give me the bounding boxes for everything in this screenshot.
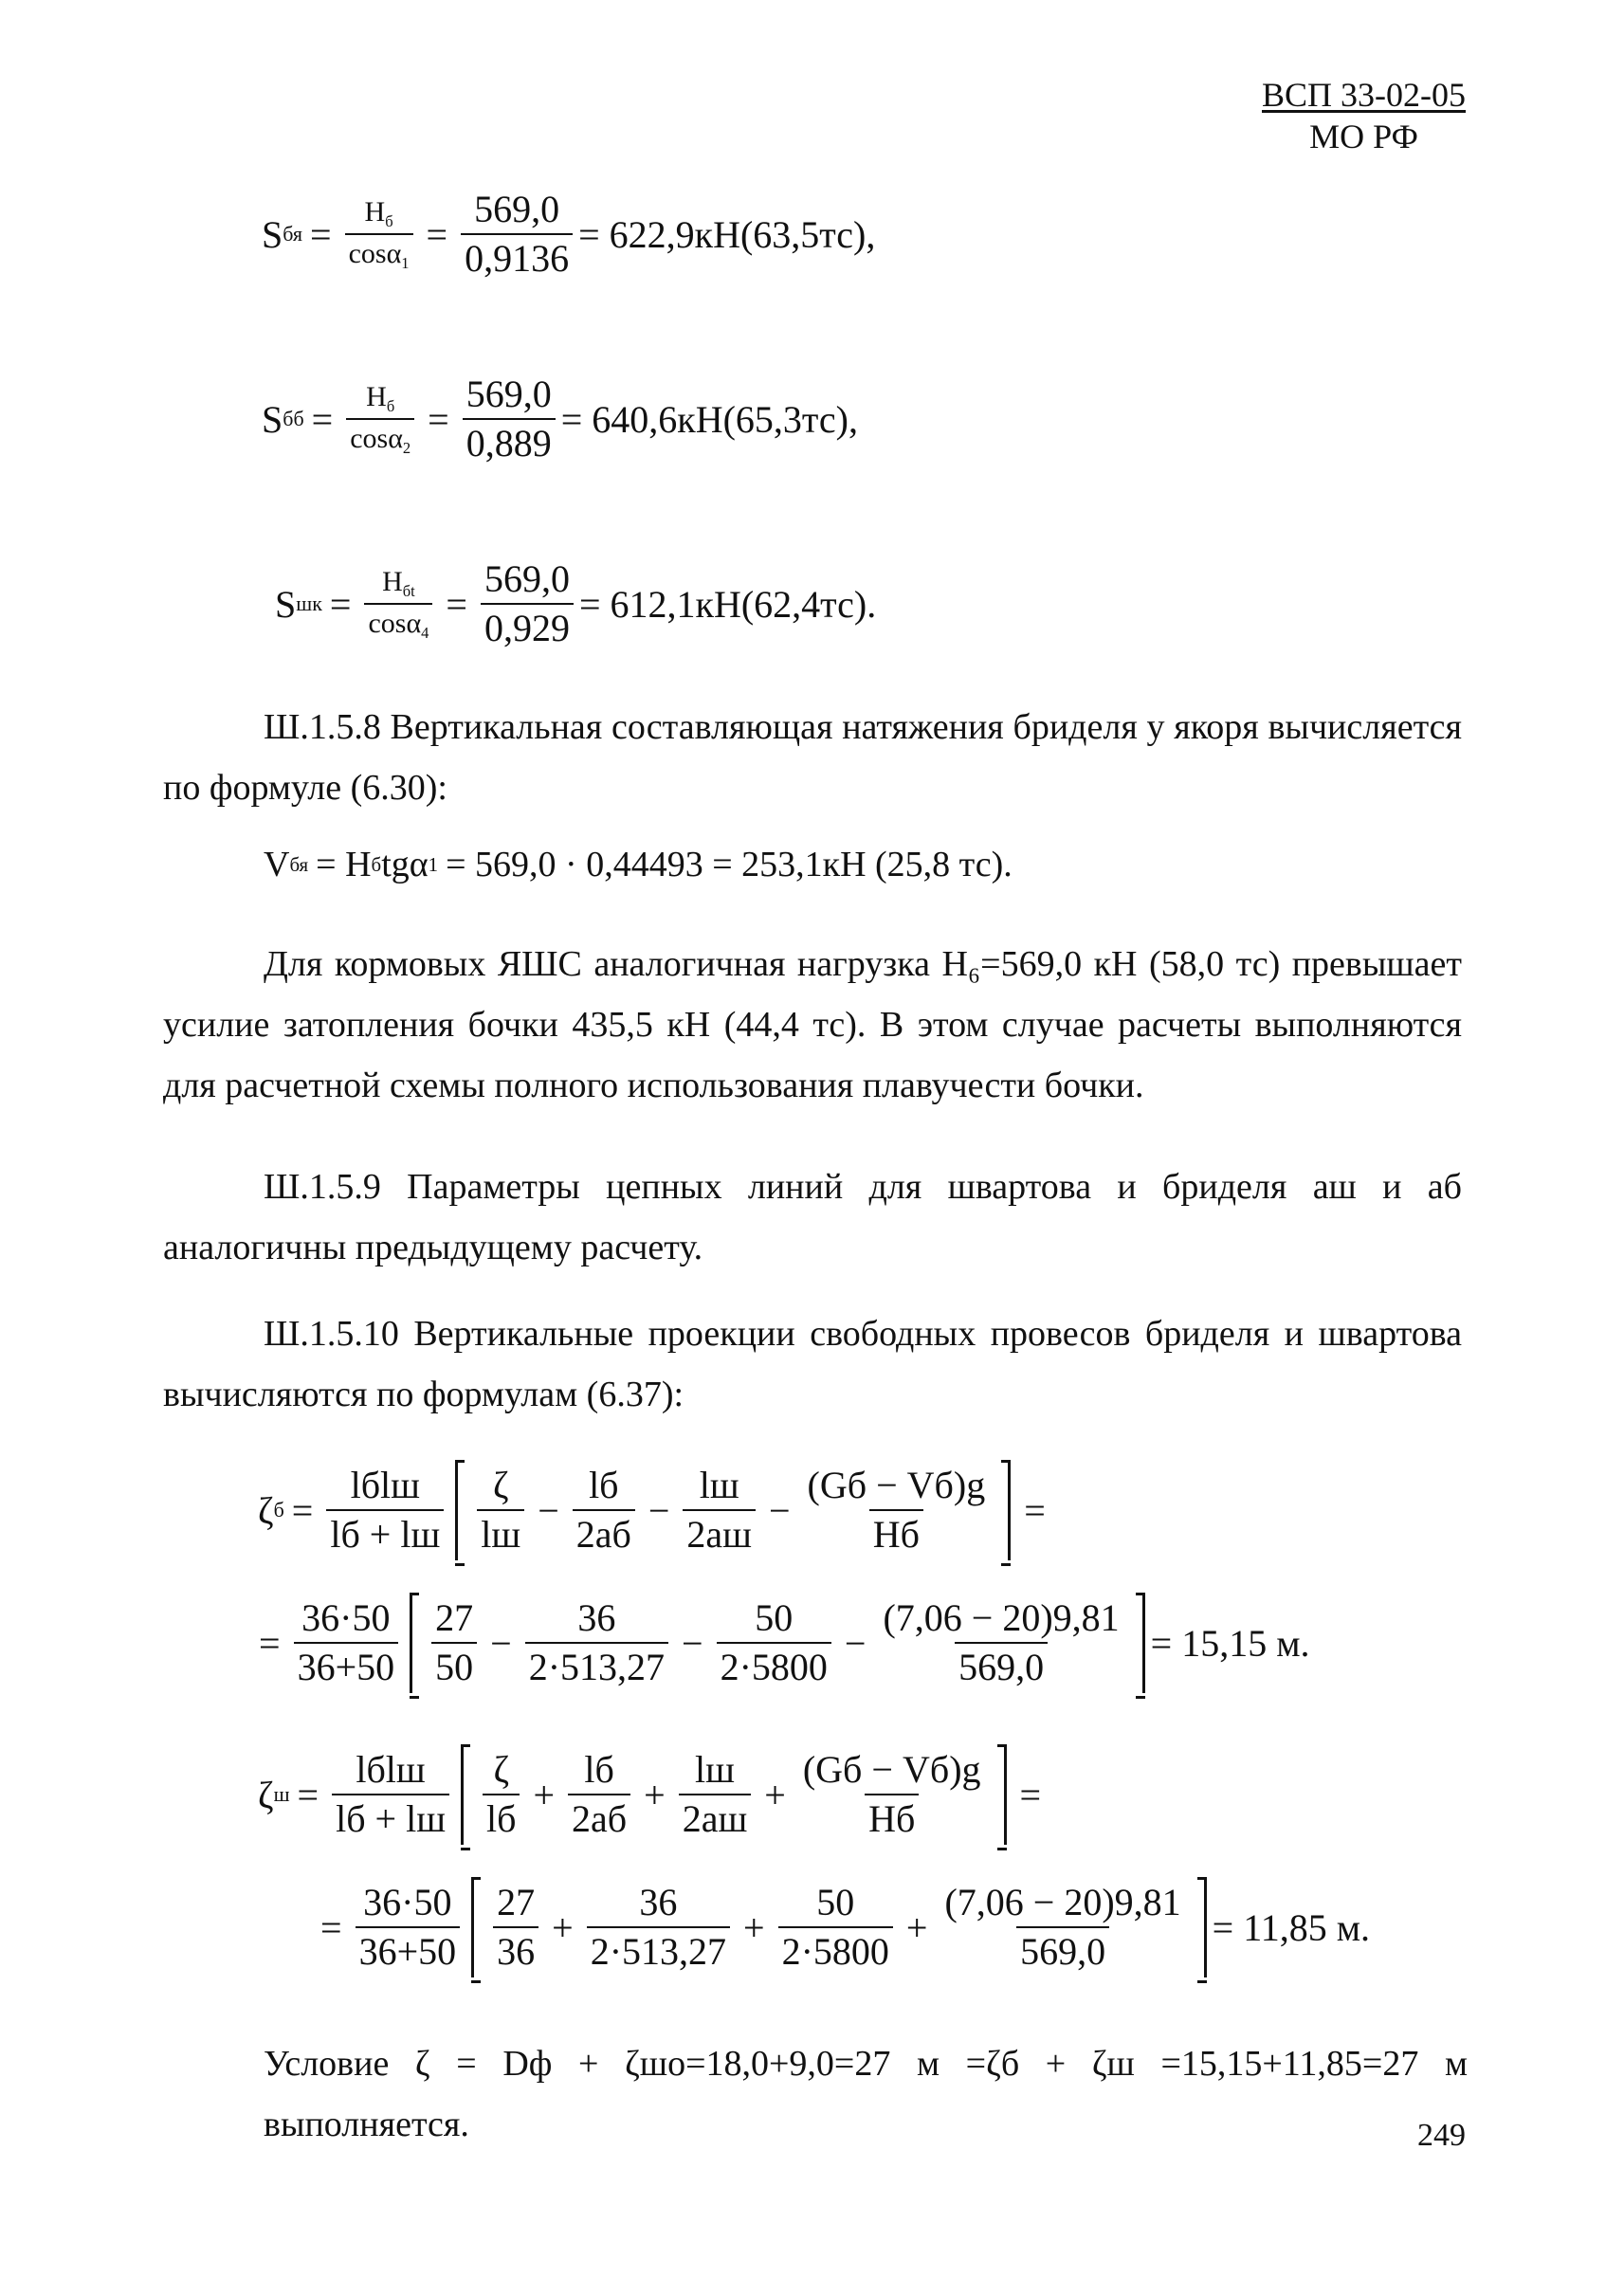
numerator: 27 (435, 1596, 474, 1639)
numerator: (7,06 − 20)9,81 (944, 1881, 1181, 1923)
header-org: МО РФ (1309, 118, 1418, 155)
lhs-subscript: бя (289, 852, 309, 876)
calculation: = 569,0 · 0,44493 = 253,1кН (25,8 тс). (446, 845, 1013, 884)
fraction (481, 559, 574, 648)
lhs-symbol: ζ (258, 1488, 274, 1532)
lhs-subscript: б (273, 1498, 284, 1522)
numerator: 36·50 (363, 1881, 452, 1923)
lhs-symbol: ζ (258, 1773, 274, 1816)
numerator: 569,0 (484, 557, 570, 600)
denominator-sub: 1 (401, 253, 410, 272)
formula-v-bya (264, 844, 1013, 885)
fraction (568, 1750, 630, 1839)
denominator: 36 (493, 1926, 538, 1972)
fraction (573, 1466, 635, 1555)
denominator-sub: 2 (402, 438, 411, 457)
numerator: 50 (755, 1596, 794, 1639)
lhs-subscript: шк (296, 592, 322, 615)
fraction (461, 190, 573, 279)
denominator: 2·5800 (778, 1926, 893, 1972)
fraction (804, 1466, 990, 1555)
denominator: lш (477, 1509, 524, 1555)
result: = 15,15 м. (1150, 1621, 1310, 1665)
fraction (483, 1750, 520, 1839)
denominator: 569,0 (1016, 1926, 1109, 1972)
header-code: ВСП 33-02-05 (1262, 76, 1466, 114)
numerator: lбlш (350, 1464, 420, 1506)
paragraph-1-5-10: Ш.1.5.10 Вертикальные проекции свободных провесов бриделя и швартова вычисляются по формулам (6.37): (163, 1314, 1462, 1414)
lhs-subscript: бб (283, 407, 304, 430)
lhs-subscript: бя (283, 222, 303, 246)
denominator: 569,0 (955, 1642, 1048, 1687)
numerator: 569,0 (474, 188, 560, 230)
numerator: (7,06 − 20)9,81 (883, 1596, 1120, 1639)
formula-s-shk: S шк = $\frac{H_{бt}}{\cos\alpha_4}$ = $\frac{569,0}{0,929}$ = 612,1кН(62,4тс). (275, 557, 877, 649)
numerator-sub: б (386, 396, 395, 415)
numerator: lб (584, 1748, 614, 1791)
fraction (799, 1750, 985, 1839)
numerator-sub: бt (402, 581, 415, 600)
numerator: 36 (577, 1596, 616, 1639)
denominator: 0,9136 (461, 233, 573, 279)
numerator: ζ (492, 1464, 509, 1506)
denominator: 2·513,27 (587, 1926, 730, 1972)
fraction (717, 1598, 831, 1687)
result: = 612,1кН(62,4тс). (578, 582, 877, 626)
result: = 622,9кН(63,5тс), (578, 212, 876, 256)
numerator: H (364, 195, 386, 228)
result: = 11,85 м. (1212, 1905, 1371, 1949)
fraction (940, 1883, 1184, 1972)
denominator: 2aб (568, 1794, 630, 1839)
numerator: lбlш (356, 1748, 426, 1791)
fraction (345, 197, 413, 271)
numerator: (Gб − Vб)g (802, 1748, 981, 1791)
fraction (463, 374, 556, 464)
document-header (1262, 74, 1466, 157)
lhs-subscript: ш (273, 1782, 290, 1806)
lhs-symbol: S (262, 212, 283, 256)
denominator: lб (483, 1794, 520, 1839)
denominator: 50 (431, 1642, 477, 1687)
denominator: 0,889 (463, 418, 556, 464)
rhs-symbol: = H (316, 845, 372, 884)
bracket-group: $\frac{27}{36}$ + $\frac{36}{2\cdot 513,27}$ + $\frac{50}{2\cdot 5800}$ + $\frac{(7,06 - 20)9,81}{569,0}$ (471, 1877, 1207, 1977)
fraction (778, 1883, 893, 1972)
formula-zeta-sh-general: ζ ш = $\frac{\text{lбlш}}{lб + lш}$ $\frac{\zeta}{lб}$ + $\frac{lб}{2aб}$ + $\frac{lш}{2aш}$ + $\frac{(Gб - Vб)g}{Hб}$ = (258, 1744, 1049, 1845)
bracket-group: $\frac{\zeta}{lб}$ + $\frac{lб}{2aб}$ + $\frac{lш}{2aш}$ + $\frac{(Gб - Vб)g}{Hб}$ (461, 1744, 1007, 1845)
numerator-sub: б (385, 211, 393, 230)
numerator: ζ (493, 1748, 510, 1791)
bracket-group: $\frac{27}{50}$ − $\frac{36}{2\cdot 513,27}$ − $\frac{50}{2\cdot 5800}$ − $\frac{(7,06 - 20)9,81}{569,0}$ (410, 1593, 1145, 1693)
tangent-subscript: 1 (428, 852, 439, 876)
numerator: 36 (639, 1881, 678, 1923)
fraction (587, 1883, 730, 1972)
denominator: 0,929 (481, 603, 574, 648)
denominator: 2aб (573, 1509, 635, 1555)
denominator: 2aш (679, 1794, 752, 1839)
lhs-symbol: S (262, 397, 283, 441)
paragraph-stern-anchors: Для кормовых ЯШС аналогичная нагрузка H₆=569,0 кН (58,0 тс) превышает усилие затопления бочки 435,5 кН (44,4 тс). В этом случае расчеты выполняются для расчетной схемы полного использования плавучести бочки. (163, 944, 1462, 1105)
paragraph-1-5-8: Ш.1.5.8 Вертикальная составляющая натяжения бриделя у якоря вычисляется по формуле (6.30): (163, 707, 1462, 808)
fraction (683, 1466, 756, 1555)
denominator: cosα (350, 423, 403, 454)
denominator: Hб (869, 1509, 923, 1555)
fraction (294, 1598, 399, 1687)
lhs-symbol: V (264, 845, 290, 884)
numerator: lш (695, 1748, 735, 1791)
paragraph-1-5-9: Ш.1.5.9 Параметры цепных линий для швартова и бриделя aш и aб аналогичны предыдущему расчету. (163, 1167, 1462, 1267)
numerator: 27 (497, 1881, 536, 1923)
denominator: cosα (368, 608, 422, 639)
numerator: lб (589, 1464, 619, 1506)
numerator: H (382, 565, 403, 597)
bracket-group: $\frac{\zeta}{lш}$ − $\frac{lб}{2aб}$ − $\frac{lш}{2aш}$ − $\frac{(Gб - Vб)g}{Hб}$ (455, 1460, 1011, 1560)
fraction (364, 567, 432, 641)
numerator: 50 (816, 1881, 855, 1923)
formula-s-bb: S бб = $\frac{H_б}{\cos\alpha_2}$ = $\frac{569,0}{0,889}$ = 640,6кН(65,3тс), (262, 373, 858, 465)
numerator: 569,0 (465, 373, 552, 415)
formula-s-bya: S бя = $\frac{H_б}{\cos\alpha_1}$ = $\frac{569,0}{0,9136}$ = 622,9кН(63,5тс), (262, 188, 876, 280)
lhs-symbol: S (275, 582, 297, 626)
condition-statement: Условие ζ = Dф + ζшо=18,0+9,0=27 м =ζб + ζш =15,15+11,85=27 м выполняется. (264, 2044, 1468, 2144)
rhs-subscript: б (371, 852, 382, 876)
numerator: H (366, 380, 387, 412)
result: = 640,6кН(65,3тс), (560, 397, 858, 441)
formula-zeta-b-numeric: = $\frac{36\cdot 50}{36+50}$ $\frac{27}{50}$ − $\frac{36}{2\cdot 513,27}$ − $\frac{50}{2\cdot 5800}$ − $\frac{(7,06 - 20)9,81}{569,0}$ = 15,15 м. (251, 1593, 1310, 1693)
denominator: lб + lш (326, 1509, 444, 1555)
denominator: 36+50 (294, 1642, 399, 1687)
fraction (431, 1598, 477, 1687)
tangent-term: tgα (381, 845, 429, 884)
fraction (326, 1466, 444, 1555)
denominator: lб + lш (332, 1794, 449, 1839)
numerator: lш (699, 1464, 739, 1506)
fraction (477, 1466, 524, 1555)
fraction (356, 1883, 461, 1972)
denominator: 36+50 (356, 1926, 461, 1972)
denominator: 2·5800 (717, 1642, 831, 1687)
denominator: 2aш (683, 1509, 756, 1555)
denominator: 2·513,27 (525, 1642, 668, 1687)
fraction (679, 1750, 752, 1839)
formula-zeta-b-general: ζ б = $\frac{\text{lбlш}}{lб + lш}$ $\frac{\zeta}{lш}$ − $\frac{lб}{2aб}$ − $\frac{lш}{2aш}$ − $\frac{(Gб - Vб)g}{Hб}$ = (258, 1460, 1053, 1560)
numerator: 36·50 (301, 1596, 391, 1639)
fraction (493, 1883, 538, 1972)
denominator: Hб (865, 1794, 919, 1839)
page-number: 249 (1417, 2118, 1466, 2153)
denominator: cosα (348, 238, 402, 269)
fraction (346, 382, 414, 456)
formula-zeta-sh-numeric: = $\frac{36\cdot 50}{36+50}$ $\frac{27}{36}$ + $\frac{36}{2\cdot 513,27}$ + $\frac{50}{2\cdot 5800}$ + $\frac{(7,06 - 20)9,81}{569,0}$ = 11,85 м. (313, 1877, 1370, 1977)
fraction (879, 1598, 1122, 1687)
fraction (525, 1598, 668, 1687)
denominator-sub: 4 (421, 623, 429, 642)
numerator: (Gб − Vб)g (807, 1464, 986, 1506)
fraction (332, 1750, 449, 1839)
